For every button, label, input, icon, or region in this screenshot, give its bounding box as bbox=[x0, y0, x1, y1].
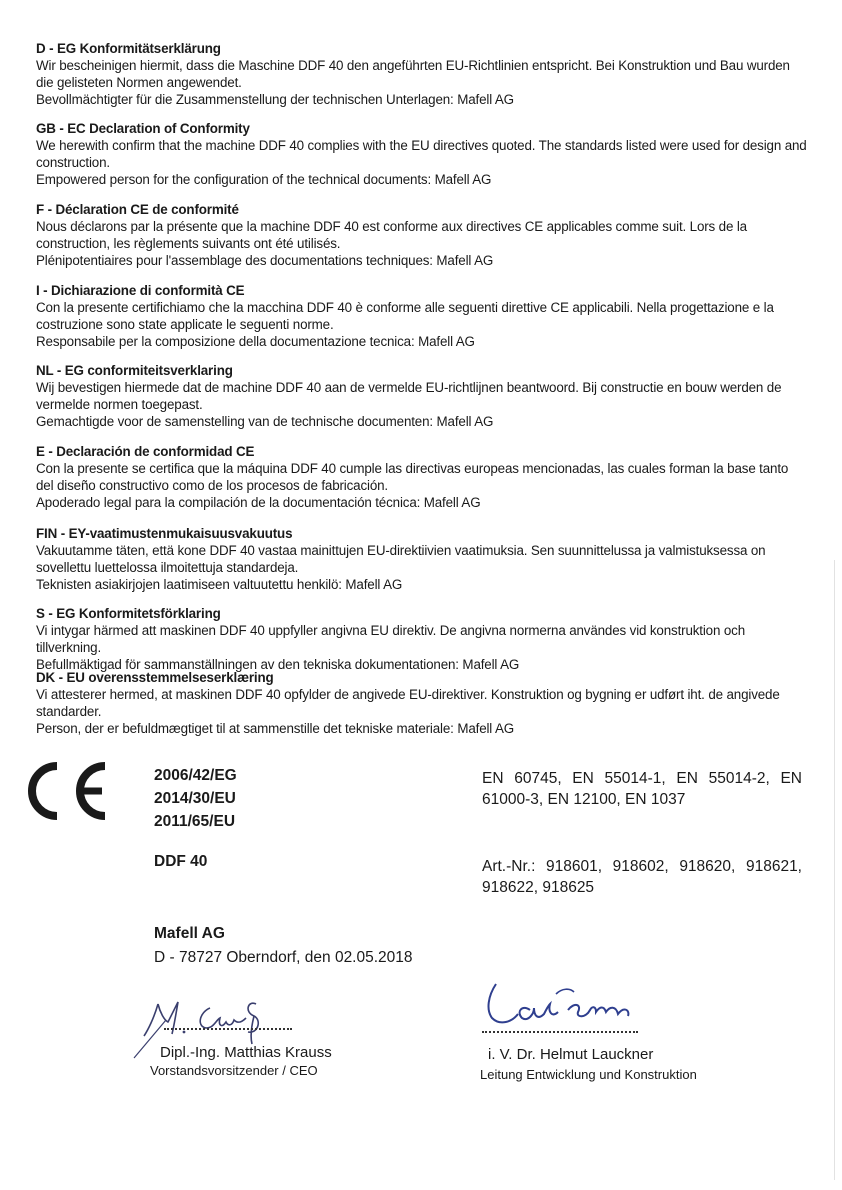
signatory-name: Dipl.-Ing. Matthias Krauss bbox=[160, 1044, 332, 1061]
declaration-person: Gemachtigde voor de samenstelling van de technische documenten: Mafell AG bbox=[36, 414, 494, 429]
signatory-role: Leitung Entwicklung und Konstruktion bbox=[480, 1067, 697, 1082]
directive-list bbox=[154, 764, 237, 833]
declaration-title: D - EG Konformitätserklärung bbox=[36, 41, 221, 56]
signatory-role: Vorstandsvorsitzender / CEO bbox=[150, 1063, 318, 1078]
declaration-fin bbox=[36, 525, 808, 593]
place-date: D - 78727 Oberndorf, den 02.05.2018 bbox=[154, 949, 413, 966]
declaration-person: Apoderado legal para la compilación de la documentación técnica: Mafell AG bbox=[36, 495, 481, 510]
scan-edge-line bbox=[834, 560, 835, 1180]
declaration-title: GB - EC Declaration of Conformity bbox=[36, 121, 250, 136]
declaration-person: Responsabile per la composizione della documentazione tecnica: Mafell AG bbox=[36, 334, 475, 349]
declaration-title: NL - EG conformiteitsverklaring bbox=[36, 363, 233, 378]
declaration-dk bbox=[36, 669, 808, 737]
declaration-person: Bevollmächtigter für die Zusammenstellung der technischen Unterlagen: Mafell AG bbox=[36, 92, 514, 107]
declaration-body: Nous déclarons par la présente que la machine DDF 40 est conforme aux directives CE applicables comme suit. Lors de la construction, les règlements suivants ont été utilisés. bbox=[36, 219, 747, 251]
declaration-title: F - Déclaration CE de conformité bbox=[36, 202, 239, 217]
declaration-body: Vi intygar härmed att maskinen DDF 40 uppfyller angivna EU direktiv. De angivna normerna användes vid konstruktion och tillverkning. bbox=[36, 623, 745, 655]
declaration-fr bbox=[36, 201, 808, 269]
company-name: Mafell AG bbox=[154, 925, 225, 942]
declaration-person: Empowered person for the configuration of the technical documents: Mafell AG bbox=[36, 172, 492, 187]
declaration-se bbox=[36, 605, 808, 673]
declaration-person: Teknisten asiakirjojen laatimiseen valtuutettu henkilö: Mafell AG bbox=[36, 577, 403, 592]
declaration-body: Wij bevestigen hiermede dat de machine DDF 40 aan de vermelde EU-richtlijnen beantwoord. Bij constructie en bouw werden de vermelde normen toegepast. bbox=[36, 380, 782, 412]
signatory-name: i. V. Dr. Helmut Lauckner bbox=[488, 1046, 654, 1063]
declaration-title: S - EG Konformitetsförklaring bbox=[36, 606, 221, 621]
signature-line bbox=[482, 1030, 638, 1033]
directive: 2006/42/EG bbox=[154, 767, 237, 784]
declaration-body: Vi attesterer hermed, at maskinen DDF 40 opfylder de angivede EU-direktiver. Konstruktion og bygning er udført iht. de angivede standarder. bbox=[36, 687, 780, 719]
directive: 2011/65/EU bbox=[154, 813, 236, 830]
declaration-title: E - Declaración de conformidad CE bbox=[36, 444, 255, 459]
article-numbers: Art.-Nr.: 918601, 918602, 918620, 918621, 918622, 918625 bbox=[482, 858, 802, 896]
declaration-body: Vakuutamme täten, että kone DDF 40 vastaa mainittujen EU-direktiivien vaatimuksia. Sen suunnittelussa ja valmistuksessa on sovellettu luettelossa ilmoitettuja standardeja. bbox=[36, 543, 766, 575]
signature-lauckner bbox=[478, 976, 648, 1036]
ce-mark-icon bbox=[24, 758, 108, 824]
declaration-body: We herewith confirm that the machine DDF 40 complies with the EU directives quoted. The standards listed were used for design and construction. bbox=[36, 138, 807, 170]
declaration-person: Person, der er befuldmægtiget til at sammenstille det tekniske materiale: Mafell AG bbox=[36, 721, 515, 736]
declaration-title: DK - EU overensstemmelseserklæring bbox=[36, 670, 274, 685]
declaration-nl bbox=[36, 362, 808, 430]
declaration-es bbox=[36, 443, 808, 511]
declaration-body: Wir bescheinigen hiermit, dass die Maschine DDF 40 den angeführten EU-Richtlinien entspricht. Bei Konstruktion und Bau wurden die gelisteten Normen angewendet. bbox=[36, 58, 790, 90]
declaration-body: Con la presente certifichiamo che la macchina DDF 40 è conforme alle seguenti direttive CE applicabili. Nella progettazione e la costruzione sono state applicate le seguenti norme. bbox=[36, 300, 774, 332]
declaration-gb bbox=[36, 120, 808, 188]
signature-line bbox=[164, 1027, 292, 1030]
directive: 2014/30/EU bbox=[154, 790, 236, 807]
declaration-person: Befullmäktigad för sammanställningen av den tekniska dokumentationen: Mafell AG bbox=[36, 657, 520, 672]
declaration-title: I - Dichiarazione di conformità CE bbox=[36, 283, 245, 298]
declaration-title: FIN - EY-vaatimustenmukaisuusvakuutus bbox=[36, 526, 293, 541]
declaration-person: Plénipotentiaires pour l'assemblage des documentations techniques: Mafell AG bbox=[36, 253, 494, 268]
declaration-de bbox=[36, 40, 808, 108]
declaration-it bbox=[36, 282, 808, 350]
model-name: DDF 40 bbox=[154, 853, 208, 870]
standards-list: EN 60745, EN 55014-1, EN 55014-2, EN 61000-3, EN 12100, EN 1037 bbox=[482, 770, 802, 808]
declaration-body: Con la presente se certifica que la máquina DDF 40 cumple las directivas europeas mencionadas, las cuales forman la base tanto del diseño constructivo como de los procesos de fabricación. bbox=[36, 461, 789, 493]
